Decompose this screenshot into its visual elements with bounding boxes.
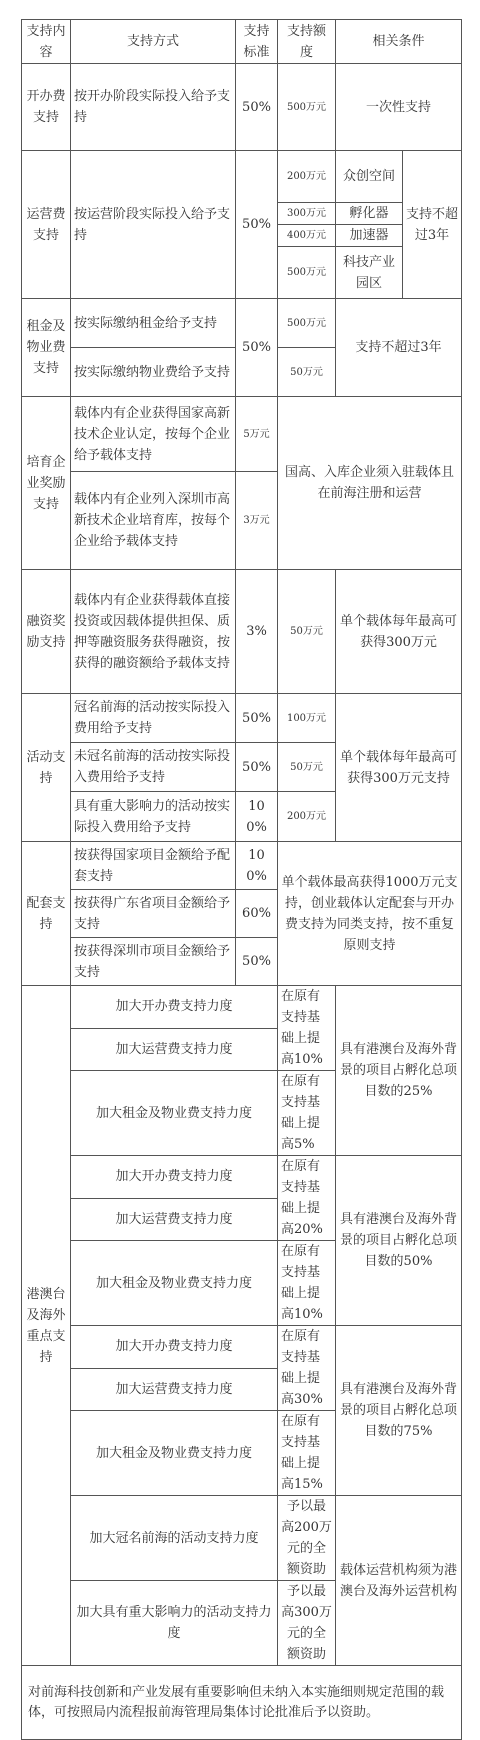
- standard-cell: 50%: [236, 743, 278, 792]
- amount-cell: 400万元: [278, 225, 336, 247]
- category-cell: 融资奖励支持: [22, 570, 71, 694]
- condition-cell: 具有港澳台及海外背景的项目占孵化总项目数的25%: [336, 986, 462, 1156]
- amount-cell: 3万元: [236, 472, 278, 570]
- header-conditions: 相关条件: [336, 20, 462, 64]
- raise-cell: 在原有支持基础上提高15%: [278, 1411, 336, 1496]
- method-cell: 加大开办费支持力度: [71, 1156, 278, 1199]
- method-cell: 加大租金及物业费支持力度: [71, 1241, 278, 1326]
- method-cell: 加大租金及物业费支持力度: [71, 1071, 278, 1156]
- raise-cell: 在原有支持基础上提高5%: [278, 1071, 336, 1156]
- condition-cell: 单个载体每年最高可获得300万元支持: [336, 694, 462, 842]
- table-row-operation: [22, 151, 462, 203]
- carrier-type-cell: 众创空间: [336, 151, 403, 203]
- method-cell: 加大租金及物业费支持力度: [71, 1411, 278, 1496]
- method-cell: 加大运营费支持力度: [71, 1198, 278, 1241]
- carrier-type-cell: 孵化器: [336, 203, 403, 225]
- header-standard: 支持标准: [236, 20, 278, 64]
- method-cell: 按运营阶段实际投入给予支持: [71, 151, 236, 299]
- standard-cell: 50%: [236, 299, 278, 397]
- method-cell: 加大具有重大影响力的活动支持力度: [71, 1581, 278, 1666]
- amount-cell: 50万元: [278, 743, 336, 792]
- method-cell: 载体内有企业列入深圳市高新技术企业培育库，按每个企业给予载体支持: [71, 472, 236, 570]
- category-cell: 配套支持: [22, 842, 71, 986]
- condition-cell: 支持不超过3年: [403, 151, 462, 299]
- amount-cell: 予以最高300万元的全额资助: [278, 1581, 336, 1666]
- carrier-type-cell: 科技产业园区: [336, 247, 403, 299]
- amount-cell: 500万元: [278, 299, 336, 348]
- method-cell: 加大开办费支持力度: [71, 986, 278, 1029]
- carrier-type-cell: 加速器: [336, 225, 403, 247]
- table-header-row: [22, 20, 462, 64]
- category-cell: 租金及物业费支持: [22, 299, 71, 397]
- condition-cell: 具有港澳台及海外背景的项目占孵化总项目数的50%: [336, 1156, 462, 1326]
- standard-cell: 50%: [236, 151, 278, 299]
- amount-cell: 200万元: [278, 792, 336, 842]
- table-row-activity: [22, 694, 462, 743]
- method-cell: 按开办阶段实际投入给予支持: [71, 64, 236, 151]
- standard-cell: 50%: [236, 64, 278, 151]
- support-policy-table: [21, 19, 462, 1740]
- category-cell: 港澳台及海外重点支持: [22, 986, 71, 1666]
- method-cell: 加大开办费支持力度: [71, 1326, 278, 1369]
- table-row: [22, 1326, 462, 1369]
- condition-cell: 支持不超过3年: [336, 299, 462, 397]
- method-cell: 未冠名前海的活动按实际投入费用给予支持: [71, 743, 236, 792]
- footer-note: 对前海科技创新和产业发展有重要影响但未纳入本实施细则规定范围的载体，可按照局内流程报前海管理局集体讨论批准后予以资助。: [22, 1666, 462, 1740]
- method-cell: 冠名前海的活动按实际投入费用给予支持: [71, 694, 236, 743]
- raise-cell: 在原有支持基础上提高20%: [278, 1156, 336, 1241]
- condition-cell: 载体运营机构须为港澳台及海外运营机构: [336, 1496, 462, 1666]
- amount-cell: 500万元: [278, 247, 336, 299]
- standard-cell: 60%: [236, 890, 278, 938]
- amount-cell: 予以最高200万元的全额资助: [278, 1496, 336, 1581]
- amount-cell: 500万元: [278, 64, 336, 151]
- table-row-financing: [22, 570, 462, 694]
- header-amount: 支持额度: [278, 20, 336, 64]
- raise-cell: 在原有支持基础上提高10%: [278, 1241, 336, 1326]
- amount-cell: 5万元: [236, 397, 278, 472]
- header-category: 支持内容: [22, 20, 71, 64]
- amount-cell: 300万元: [278, 203, 336, 225]
- standard-cell: 100%: [236, 842, 278, 890]
- method-cell: 加大运营费支持力度: [71, 1028, 278, 1071]
- category-cell: 运营费支持: [22, 151, 71, 299]
- raise-cell: 在原有支持基础上提高10%: [278, 986, 336, 1071]
- condition-cell: 单个载体最高获得1000万元支持，创业载体认定配套与开办费支持为同类支持，按不重复原则支持: [278, 842, 462, 986]
- table-row-overseas: [22, 986, 462, 1029]
- condition-cell: 单个载体每年最高可获得300万元: [336, 570, 462, 694]
- table-row-matching: [22, 842, 462, 890]
- amount-cell: 50万元: [278, 570, 336, 694]
- condition-cell: 具有港澳台及海外背景的项目占孵化总项目数的75%: [336, 1326, 462, 1496]
- standard-cell: 3%: [236, 570, 278, 694]
- category-cell: 培育企业奖励支持: [22, 397, 71, 570]
- method-cell: 加大运营费支持力度: [71, 1368, 278, 1411]
- method-cell: 按实际缴纳租金给予支持: [71, 299, 236, 348]
- method-cell: 按实际缴纳物业费给予支持: [71, 348, 236, 397]
- category-cell: 开办费支持: [22, 64, 71, 151]
- condition-cell: 国高、入库企业须入驻载体且在前海注册和运营: [278, 397, 462, 570]
- table-row-startup: [22, 64, 462, 151]
- standard-cell: 50%: [236, 694, 278, 743]
- amount-cell: 50万元: [278, 348, 336, 397]
- table-row: [22, 1496, 462, 1581]
- table-row-cultivation: [22, 397, 462, 472]
- header-method: 支持方式: [71, 20, 236, 64]
- category-cell: 活动支持: [22, 694, 71, 842]
- method-cell: 按获得国家项目金额给予配套支持: [71, 842, 236, 890]
- amount-cell: 200万元: [278, 151, 336, 203]
- standard-cell: 100%: [236, 792, 278, 842]
- method-cell: 按获得广东省项目金额给予支持: [71, 890, 236, 938]
- method-cell: 按获得深圳市项目金额给予支持: [71, 938, 236, 986]
- method-cell: 加大冠名前海的活动支持力度: [71, 1496, 278, 1581]
- standard-cell: 50%: [236, 938, 278, 986]
- method-cell: 具有重大影响力的活动按实际投入费用给予支持: [71, 792, 236, 842]
- method-cell: 载体内有企业获得国家高新技术企业认定，按每个企业给予载体支持: [71, 397, 236, 472]
- table-row-rent: [22, 299, 462, 348]
- table-footer-row: [22, 1666, 462, 1740]
- raise-cell: 在原有支持基础上提高30%: [278, 1326, 336, 1411]
- condition-cell: 一次性支持: [336, 64, 462, 151]
- table-row: [22, 1156, 462, 1199]
- amount-cell: 100万元: [278, 694, 336, 743]
- method-cell: 载体内有企业获得载体直接投资或因载体提供担保、质押等融资服务获得融资，按获得的融资额给予载体支持: [71, 570, 236, 694]
